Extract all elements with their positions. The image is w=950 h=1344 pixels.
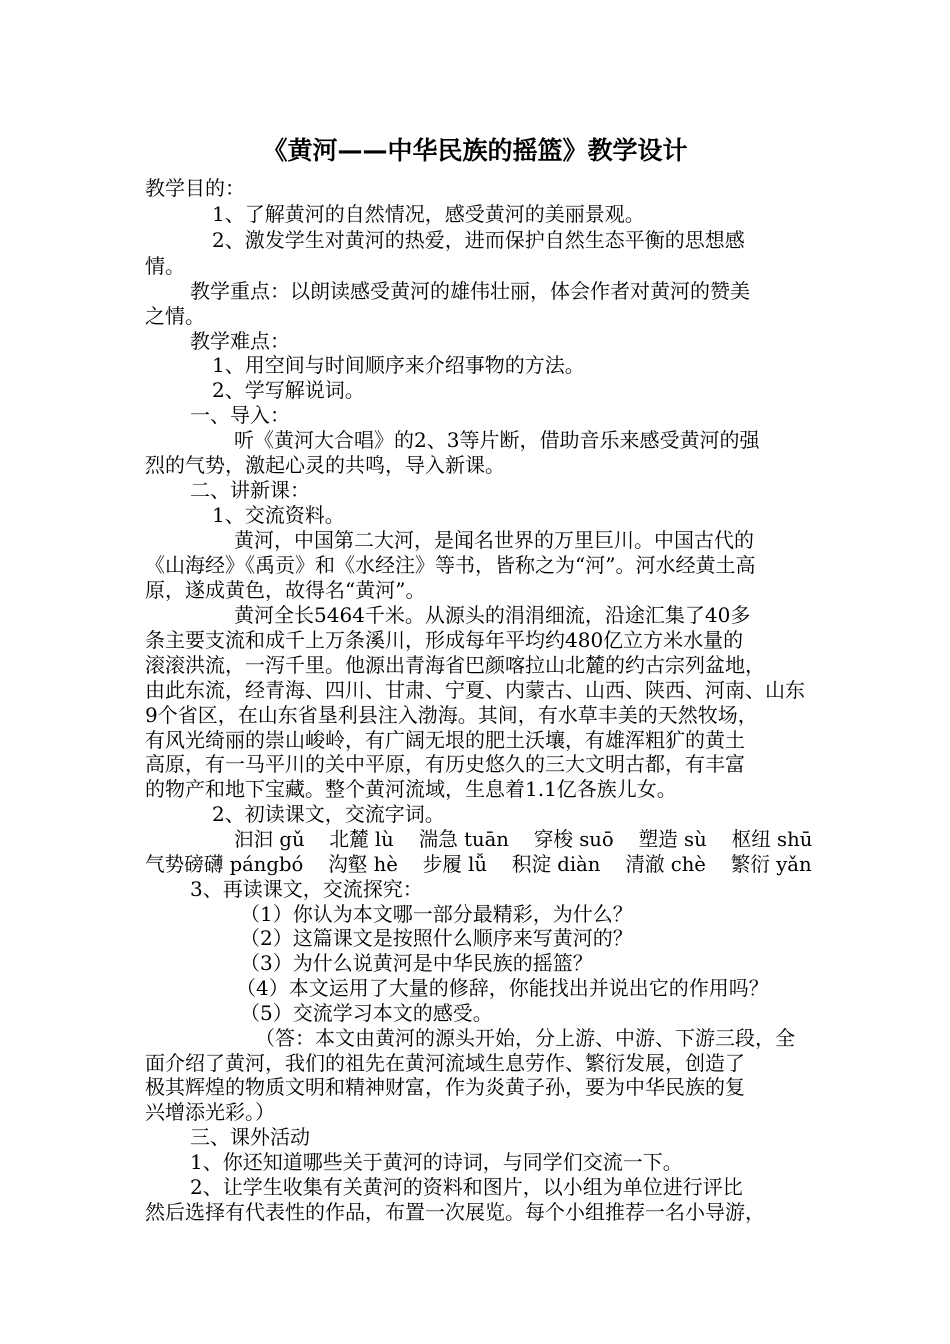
paragraph-line: 条主要支流和成千上万条溪川，形成每年平均约480亿立方米水量的 bbox=[145, 628, 744, 652]
question-item: （5）交流学习本文的感受。 bbox=[240, 1001, 493, 1025]
paragraph-line: 的物产和地下宝藏。整个黄河流域，生息着1.1亿各族儿女。 bbox=[145, 777, 677, 801]
section-heading: 教学难点： bbox=[190, 329, 290, 353]
list-item: 2、让学生收集有关黄河的资料和图片，以小组为单位进行评比 bbox=[190, 1175, 743, 1199]
vocabulary-line: 气势磅礴 pángbó 沟壑 hè 步履 lǚ 积淀 diàn 清澈 chè 繁衍 yǎn bbox=[145, 852, 812, 876]
paragraph-line: 由此东流，经青海、四川、甘肃、宁夏、内蒙古、山西、陕西、河南、山东 bbox=[145, 678, 805, 702]
paragraph-line: 烈的气势，激起心灵的共鸣，导入新课。 bbox=[145, 453, 505, 477]
paragraph-line: 有风光绮丽的崇山峻岭，有广阔无垠的肥土沃壤，有雄浑粗犷的黄土 bbox=[145, 728, 745, 752]
paragraph-line: 然后选择有代表性的作品，布置一次展览。每个小组推荐一名小导游， bbox=[145, 1200, 765, 1224]
list-item: 2、学写解说词。 bbox=[212, 378, 365, 402]
answer-line: 极其辉煌的物质文明和精神财富，作为炎黄子孙，要为中华民族的复 bbox=[145, 1075, 745, 1099]
question-item: （2）这篇课文是按照什么顺序来写黄河的？ bbox=[240, 926, 633, 950]
list-item: 3、再读课文，交流探究： bbox=[190, 877, 423, 901]
list-item: 1、用空间与时间顺序来介绍事物的方法。 bbox=[212, 353, 585, 377]
answer-line: 面介绍了黄河，我们的祖先在黄河流域生息劳作、繁衍发展，创造了 bbox=[145, 1051, 745, 1075]
question-item: （3）为什么说黄河是中华民族的摇篮？ bbox=[240, 951, 593, 975]
list-item: 1、了解黄河的自然情况，感受黄河的美丽景观。 bbox=[212, 202, 645, 226]
paragraph-line: 原，遂成黄色，故得名“黄河”。 bbox=[145, 578, 426, 602]
section-heading: 三、课外活动 bbox=[190, 1125, 310, 1149]
paragraph-line: 高原，有一马平川的关中平原，有历史悠久的三大文明古都，有丰富 bbox=[145, 752, 745, 776]
paragraph-line: 黄河全长5464千米。从源头的涓涓细流，沿途汇集了40多 bbox=[234, 603, 751, 627]
question-item: （4）本文运用了大量的修辞，你能找出并说出它的作用吗？ bbox=[236, 976, 769, 1000]
paragraph-line: 《山海经》《禹贡》和《水经注》等书，皆称之为“河”。河水经黄土高 bbox=[145, 553, 756, 577]
paragraph-line: 之情。 bbox=[145, 304, 205, 328]
vocabulary-line: 汩汩 gǔ 北麓 lù 湍急 tuān 穿梭 suō 塑造 sù 枢纽 shū bbox=[234, 827, 813, 851]
list-item: 1、你还知道哪些关于黄河的诗词，与同学们交流一下。 bbox=[190, 1150, 683, 1174]
section-heading: 教学目的： bbox=[145, 176, 245, 200]
answer-line: （答：本文由黄河的源头开始，分上游、中游、下游三段，全 bbox=[255, 1026, 795, 1050]
paragraph-line: 情。 bbox=[145, 254, 185, 278]
answer-line: 兴增添光彩。） bbox=[145, 1100, 275, 1124]
list-item: 2、激发学生对黄河的热爱，进而保护自然生态平衡的思想感 bbox=[212, 228, 745, 252]
question-item: （1）你认为本文哪一部分最精彩，为什么？ bbox=[240, 902, 633, 926]
paragraph-line: 9个省区，在山东省垦利县注入渤海。其间，有水草丰美的天然牧场， bbox=[145, 703, 758, 727]
section-heading: 二、讲新课： bbox=[190, 478, 310, 502]
section-heading: 一、导入： bbox=[190, 403, 290, 427]
list-item: 2、初读课文，交流字词。 bbox=[212, 802, 445, 826]
paragraph-line: 滚滚洪流，一泻千里。他源出青海省巴颜喀拉山北麓的约古宗列盆地， bbox=[145, 653, 765, 677]
paragraph-line: 听《黄河大合唱》的2、3等片断，借助音乐来感受黄河的强 bbox=[234, 428, 760, 452]
list-item: 1、交流资料。 bbox=[212, 503, 345, 527]
document-title: 《黄河——中华民族的摇篮》教学设计 bbox=[262, 136, 688, 165]
paragraph-line: 黄河，中国第二大河，是闻名世界的万里巨川。中国古代的 bbox=[234, 528, 754, 552]
paragraph-line: 教学重点：以朗读感受黄河的雄伟壮丽，体会作者对黄河的赞美 bbox=[190, 279, 750, 303]
